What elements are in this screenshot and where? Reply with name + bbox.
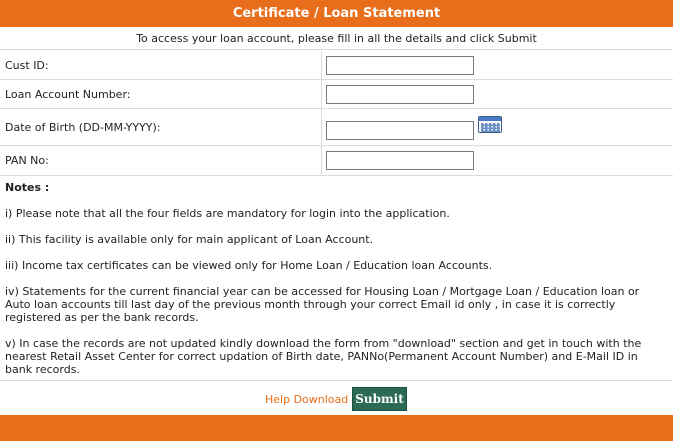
notes-title: Notes : [5,181,50,194]
dob-row [0,109,673,146]
column-divider [321,80,322,108]
note-item: iv) Statements for the current financial year can be accessed for Housing Loan / Mortgage Loan / Education loan or Auto loan accounts till last day of the previous month through your correct Email id only , in case it is correctly registered as per the bank records. [5,285,640,324]
cust-id-label: Cust ID: [5,59,49,72]
loan-account-row [0,80,673,109]
note-item: ii) This facility is available only for main applicant of Loan Account. [5,233,374,246]
column-divider [321,51,322,79]
dob-input[interactable] [326,121,474,140]
loan-account-label: Loan Account Number: [5,88,131,101]
footer-bar [0,415,673,441]
calendar-icon[interactable] [478,116,502,133]
pan-row [0,146,673,176]
cust-id-input[interactable] [326,56,474,75]
submit-button[interactable]: Submit [352,387,407,411]
page-title: Certificate / Loan Statement [0,0,673,27]
note-item: iii) Income tax certificates can be viewed only for Home Loan / Education loan Accounts. [5,259,493,272]
form-actions [0,382,673,415]
dob-label: Date of Birth (DD-MM-YYYY): [5,121,161,134]
notes-section [0,176,673,381]
note-item: v) In case the records are not updated kindly download the form from "download" section and get in touch with the nearest Retail Asset Center for correct updation of Birth date, PANNo(Permanent Account Number) and E-Mail ID in bank records. [5,337,642,376]
loan-account-input[interactable] [326,85,474,104]
intro-instructions: To access your loan account, please fill in all the details and click Submit [0,27,673,50]
pan-label: PAN No: [5,154,49,167]
cust-id-row [0,51,673,80]
calendar-icon-header [479,117,501,121]
column-divider [321,109,322,145]
note-item: i) Please note that all the four fields are mandatory for login into the application. [5,207,450,220]
pan-input[interactable] [326,151,474,170]
column-divider [321,146,322,175]
help-download-link[interactable]: Help Download [265,393,349,406]
calendar-icon-grid [481,123,500,132]
